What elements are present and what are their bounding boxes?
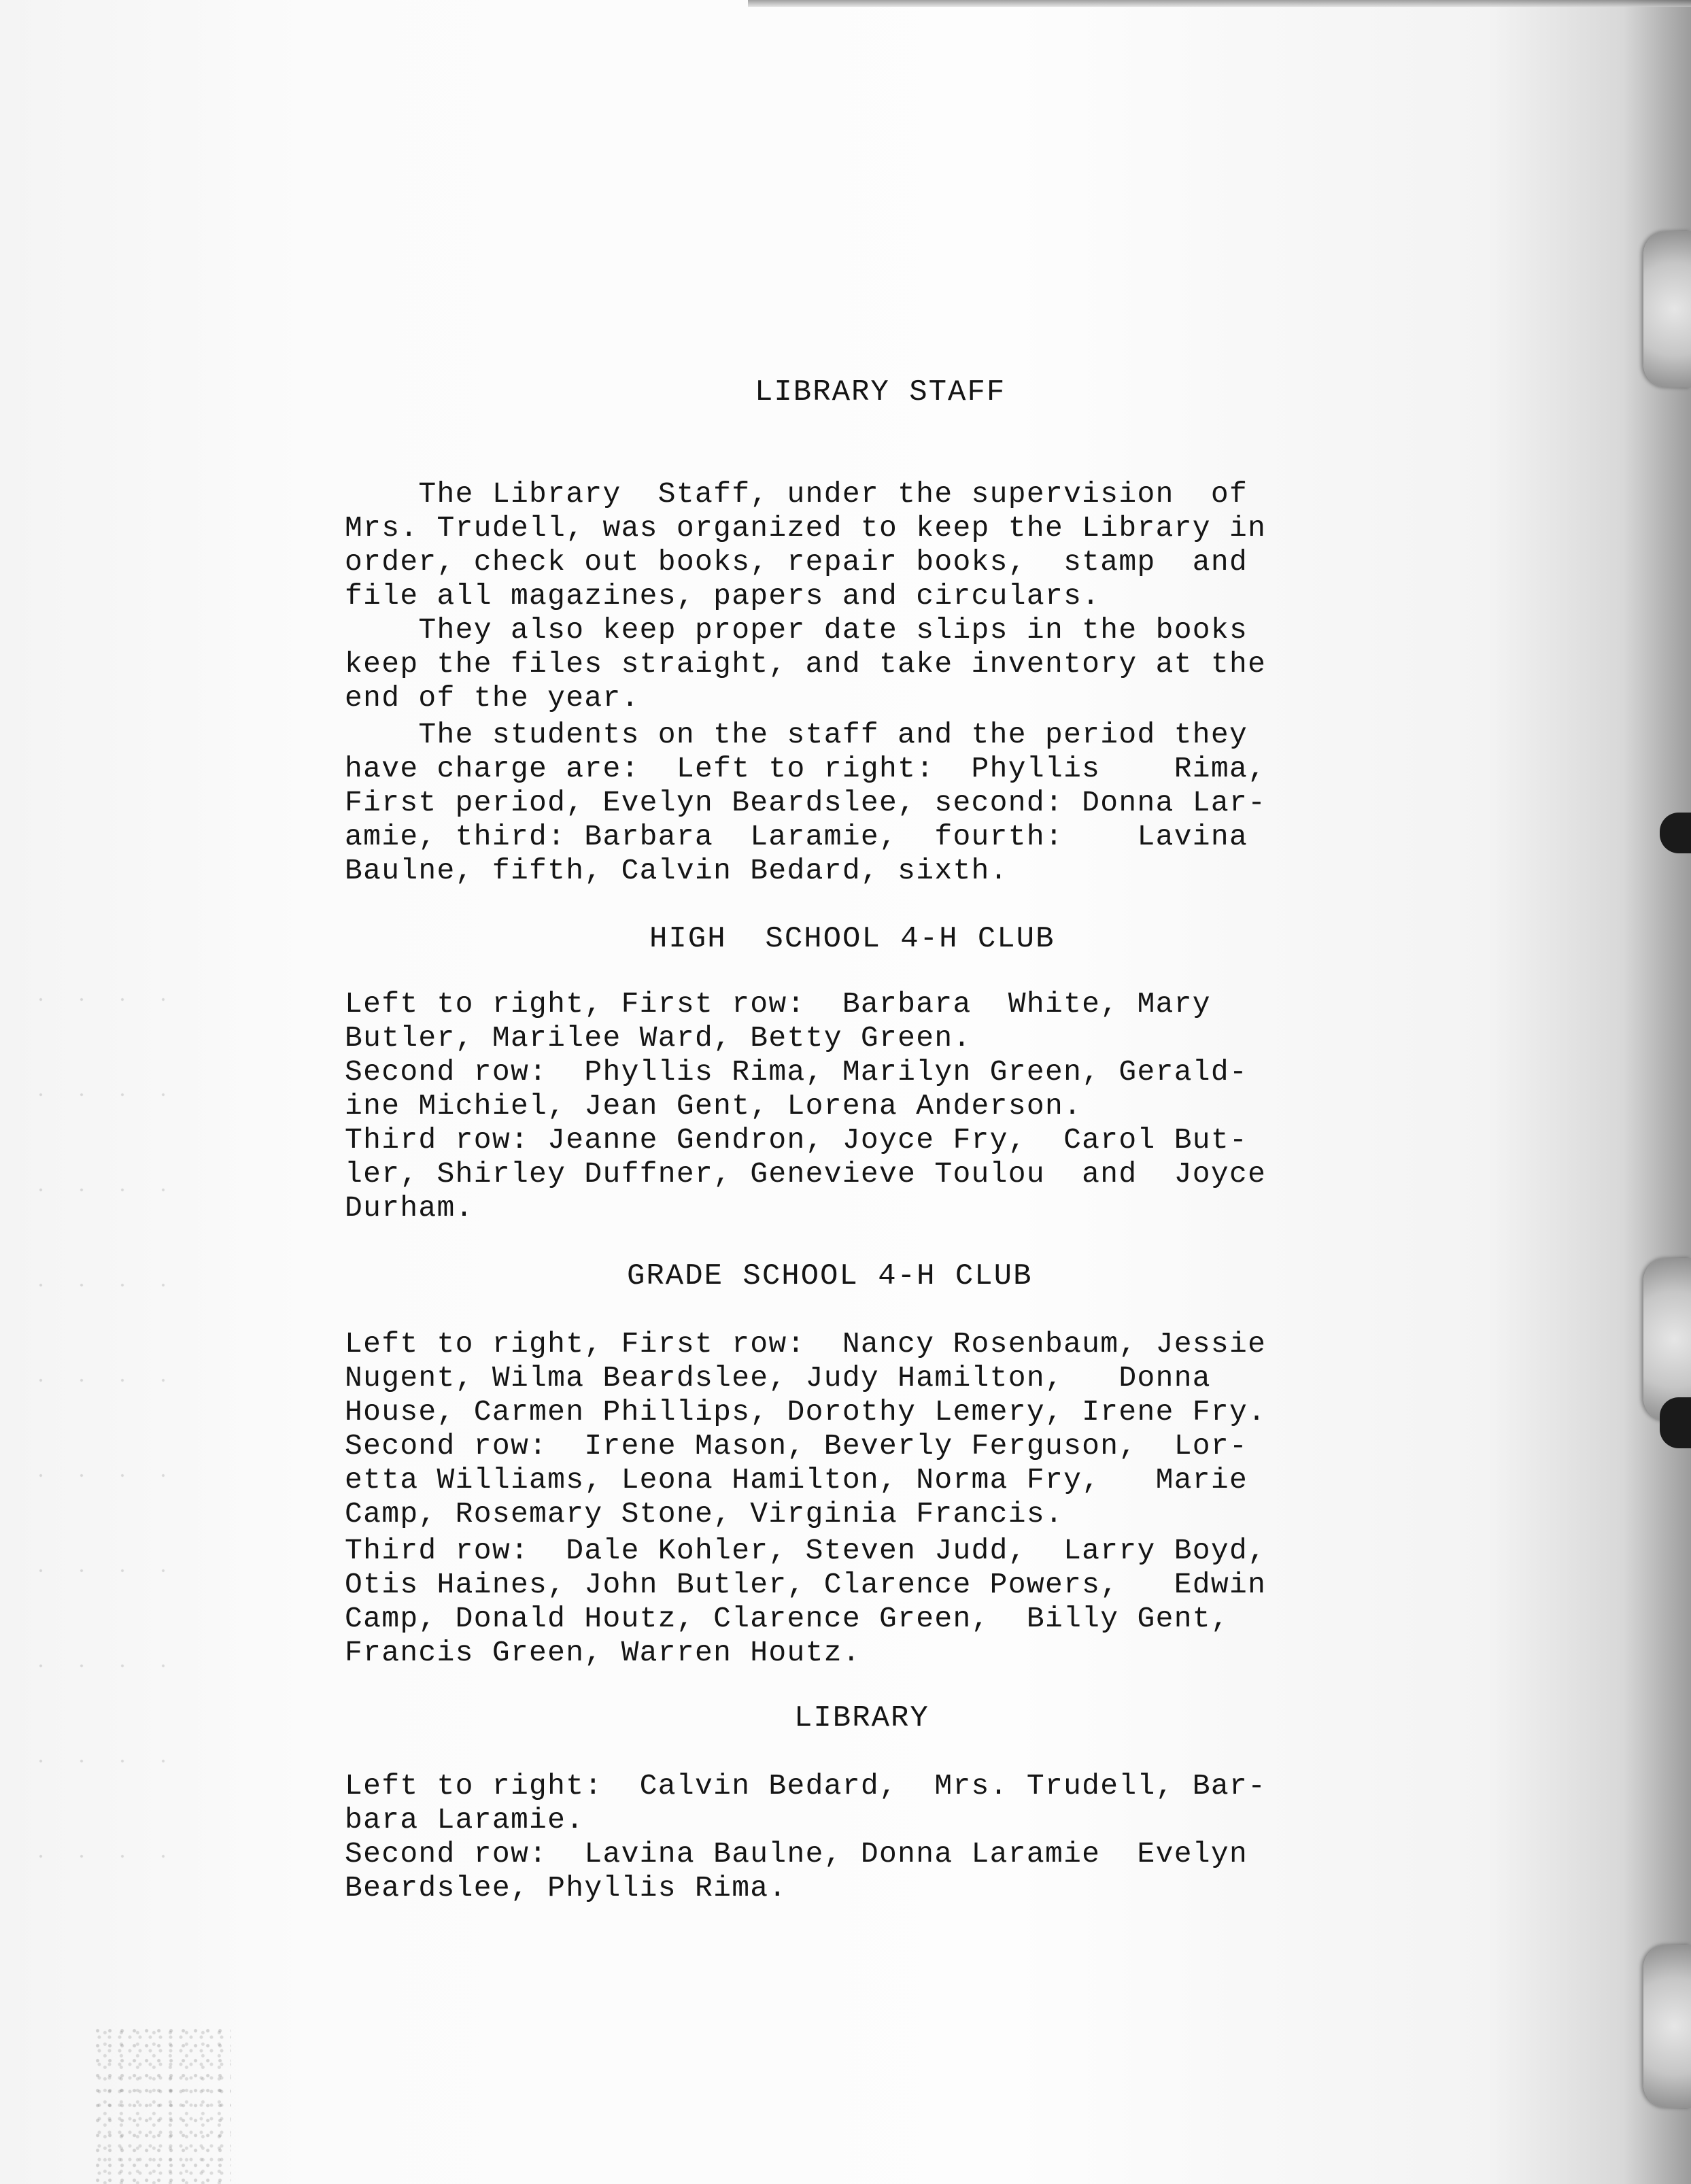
- library-staff-line: Mrs. Trudell, was organized to keep the Library in: [345, 511, 1267, 545]
- library-staff-line: keep the files straight, and take inventory at the: [345, 647, 1267, 681]
- high-school-4h-line: Left to right, First row: Barbara White, Mary: [345, 987, 1211, 1021]
- library-staff-line: The Library Staff, under the supervision of: [345, 477, 1248, 511]
- library-line: Left to right: Calvin Bedard, Mrs. Trudell, Bar-: [345, 1769, 1267, 1803]
- library-staff-line: Baulne, fifth, Calvin Bedard, sixth.: [345, 854, 1008, 887]
- high-school-4h-line: Third row: Jeanne Gendron, Joyce Fry, Carol But-: [345, 1123, 1248, 1157]
- library-line: Second row: Lavina Baulne, Donna Laramie Evelyn: [345, 1837, 1248, 1871]
- high-school-4h-line: Second row: Phyllis Rima, Marilyn Green, Gerald-: [345, 1055, 1248, 1089]
- grade-school-4h-line: Camp, Donald Houtz, Clarence Green, Billy Gent,: [345, 1602, 1230, 1635]
- high-school-4h-line: Durham.: [345, 1191, 474, 1225]
- library-staff-line: amie, third: Barbara Laramie, fourth: Lavina: [345, 820, 1248, 853]
- binding-ring-top: [1643, 231, 1691, 388]
- grade-school-4h-line: Third row: Dale Kohler, Steven Judd, Larry Boyd,: [345, 1534, 1267, 1567]
- grade-school-4h-line: etta Williams, Leona Hamilton, Norma Fry, Marie: [345, 1463, 1248, 1497]
- library-line: Beardslee, Phyllis Rima.: [345, 1871, 787, 1905]
- library-heading: LIBRARY: [794, 1701, 929, 1735]
- grade-school-4h-line: House, Carmen Phillips, Dorothy Lemery, Irene Fry.: [345, 1395, 1267, 1429]
- grade-school-4h-heading: GRADE SCHOOL 4-H CLUB: [627, 1259, 1033, 1293]
- library-staff-line: The students on the staff and the period they: [345, 718, 1248, 751]
- grade-school-4h-line: Francis Green, Warren Houtz.: [345, 1636, 861, 1669]
- library-staff-heading: LIBRARY STAFF: [755, 375, 1006, 409]
- margin-specks: [20, 952, 170, 1904]
- library-staff-line: have charge are: Left to right: Phyllis Rima,: [345, 752, 1267, 785]
- grade-school-4h-line: Nugent, Wilma Beardslee, Judy Hamilton, Donna: [345, 1361, 1211, 1395]
- grade-school-4h-line: Otis Haines, John Butler, Clarence Powers, Edwin: [345, 1568, 1267, 1601]
- high-school-4h-line: Butler, Marilee Ward, Betty Green.: [345, 1021, 972, 1055]
- library-line: bara Laramie.: [345, 1803, 585, 1837]
- binding-hole-mark-1: [1660, 813, 1691, 853]
- library-staff-line: order, check out books, repair books, stamp and: [345, 545, 1248, 579]
- binding-ring-bottom: [1643, 1945, 1691, 2108]
- grade-school-4h-line: Second row: Irene Mason, Beverly Ferguson, Lor-: [345, 1429, 1248, 1463]
- binding-ring-middle: [1643, 1258, 1691, 1421]
- grade-school-4h-line: Camp, Rosemary Stone, Virginia Francis.: [345, 1497, 1064, 1531]
- library-staff-line: They also keep proper date slips in the books: [345, 613, 1248, 647]
- page-top-shadow: [748, 0, 1691, 7]
- high-school-4h-line: ine Michiel, Jean Gent, Lorena Anderson.: [345, 1089, 1082, 1123]
- grade-school-4h-line: Left to right, First row: Nancy Rosenbaum, Jessie: [345, 1327, 1267, 1361]
- library-staff-line: file all magazines, papers and circulars.: [345, 579, 1101, 613]
- high-school-4h-line: ler, Shirley Duffner, Genevieve Toulou and Joyce: [345, 1157, 1267, 1191]
- paper-grain-spot: [95, 2026, 231, 2184]
- library-staff-line: First period, Evelyn Beardslee, second: Donna Lar-: [345, 786, 1267, 819]
- high-school-4h-heading: HIGH SCHOOL 4-H CLUB: [649, 922, 1055, 956]
- library-staff-line: end of the year.: [345, 681, 640, 715]
- binding-hole-mark-2: [1660, 1397, 1691, 1448]
